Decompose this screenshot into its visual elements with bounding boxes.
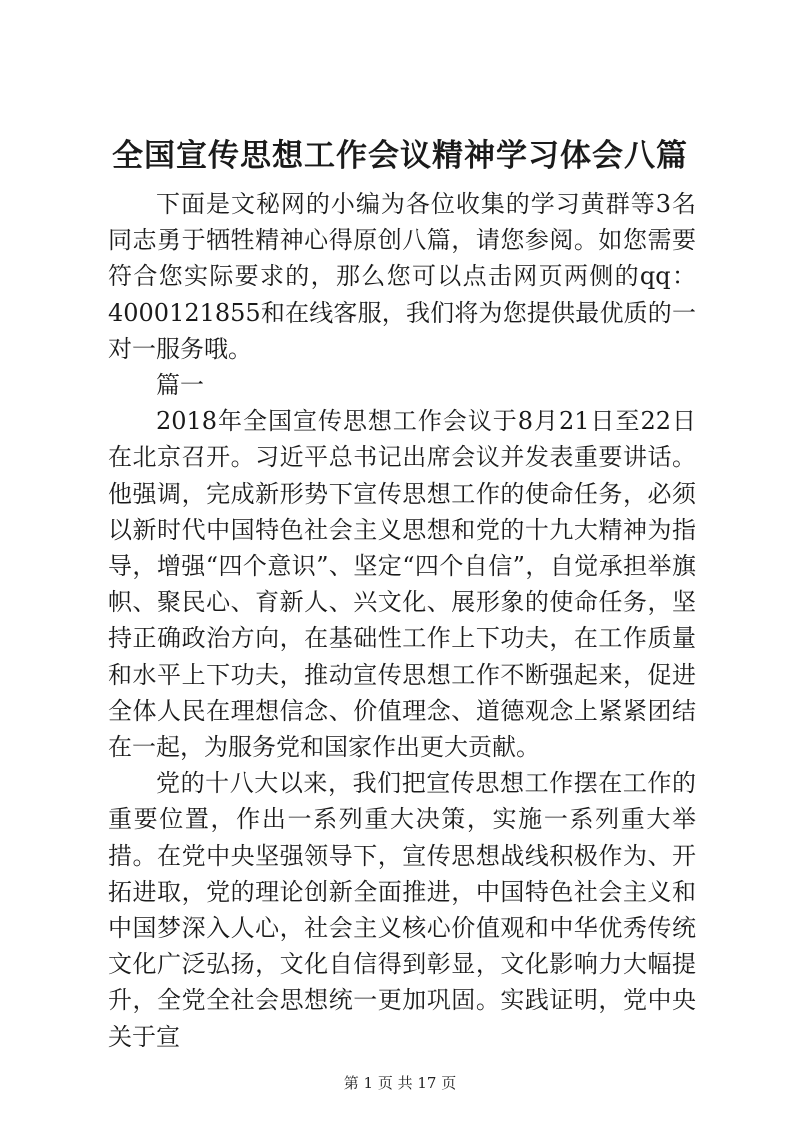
document-title: 全国宣传思想工作会议精神学习体会八篇 bbox=[112, 138, 688, 174]
intro-paragraph: 下面是文秘网的小编为各位收集的学习黄群等3名同志勇于牺牲精神心得原创八篇，请您参阅。如您需要符合您实际要求的，那么您可以点击网页两侧的qq：4000121855和在线客服，我们将为您提供最优质的一对一服务哦。 bbox=[108, 190, 696, 363]
document-body bbox=[108, 186, 696, 1055]
body-paragraph: 2018年全国宣传思想工作会议于8月21日至22日在北京召开。习近平总书记出席会议并发表重要讲话。他强调，完成新形势下宣传思想工作的使命任务，必须以新时代中国特色社会主义思想和党的十九大精神为指导，增强“四个意识”、坚定“四个自信”，自觉承担举旗帜、聚民心、育新人、兴文化、展形象的使命任务，坚持正确政治方向，在基础性工作上下功夫，在工作质量和水平上下功夫，推动宣传思想工作不断强起来，促进全体人民在理想信念、价值理念、道德观念上紧紧团结在一起，为服务党和国家作出更大贡献。 bbox=[108, 407, 696, 762]
section-heading: 篇一 bbox=[156, 371, 204, 400]
body-paragraph: 党的十八大以来，我们把宣传思想工作摆在工作的重要位置，作出一系列重大决策，实施一系列重大举措。在党中央坚强领导下，宣传思想战线积极作为、开拓进取，党的理论创新全面推进，中国特色社会主义和中国梦深入人心，社会主义核心价值观和中华优秀传统文化广泛弘扬，文化自信得到彰显，文化影响力大幅提升，全党全社会思想统一更加巩固。实践证明，党中央关于宣 bbox=[108, 769, 696, 1051]
page-number: 第 1 页 共 17 页 bbox=[343, 1074, 457, 1092]
